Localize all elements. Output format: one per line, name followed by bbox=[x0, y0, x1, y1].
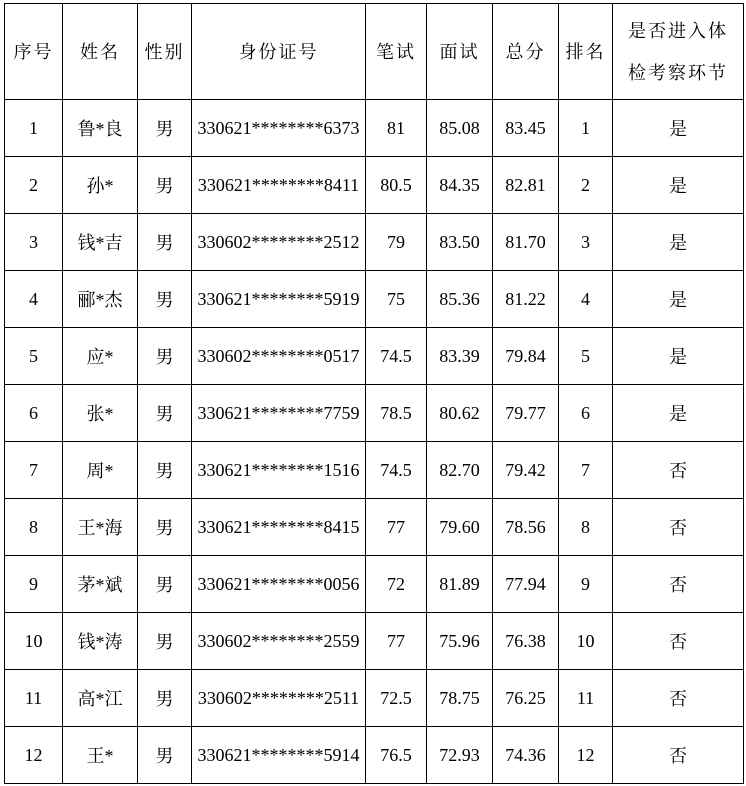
cell-written-score: 76.5 bbox=[366, 727, 427, 784]
cell-name: 高*江 bbox=[63, 670, 138, 727]
cell-index: 10 bbox=[5, 613, 63, 670]
cell-gender: 男 bbox=[138, 214, 192, 271]
cell-rank: 4 bbox=[559, 271, 613, 328]
cell-gender: 男 bbox=[138, 613, 192, 670]
header-written-score: 笔试 bbox=[366, 4, 427, 100]
cell-interview-score: 81.89 bbox=[427, 556, 493, 613]
cell-interview-score: 72.93 bbox=[427, 727, 493, 784]
cell-rank: 10 bbox=[559, 613, 613, 670]
cell-written-score: 79 bbox=[366, 214, 427, 271]
cell-interview-score: 85.36 bbox=[427, 271, 493, 328]
cell-total-score: 76.38 bbox=[493, 613, 559, 670]
cell-index: 1 bbox=[5, 100, 63, 157]
cell-enter-physical-exam: 否 bbox=[613, 499, 744, 556]
cell-name: 张* bbox=[63, 385, 138, 442]
cell-index: 12 bbox=[5, 727, 63, 784]
cell-name: 周* bbox=[63, 442, 138, 499]
cell-name: 郦*杰 bbox=[63, 271, 138, 328]
cell-name: 王*海 bbox=[63, 499, 138, 556]
cell-id-number: 330621********8411 bbox=[192, 157, 366, 214]
cell-interview-score: 79.60 bbox=[427, 499, 493, 556]
cell-index: 9 bbox=[5, 556, 63, 613]
table-row bbox=[5, 328, 744, 385]
table-row bbox=[5, 214, 744, 271]
cell-total-score: 79.84 bbox=[493, 328, 559, 385]
cell-gender: 男 bbox=[138, 499, 192, 556]
cell-total-score: 76.25 bbox=[493, 670, 559, 727]
cell-gender: 男 bbox=[138, 442, 192, 499]
cell-id-number: 330621********6373 bbox=[192, 100, 366, 157]
cell-interview-score: 83.50 bbox=[427, 214, 493, 271]
cell-written-score: 74.5 bbox=[366, 328, 427, 385]
header-rank: 排名 bbox=[559, 4, 613, 100]
cell-index: 4 bbox=[5, 271, 63, 328]
cell-name: 钱*涛 bbox=[63, 613, 138, 670]
cell-index: 6 bbox=[5, 385, 63, 442]
cell-enter-physical-exam: 是 bbox=[613, 385, 744, 442]
table-row bbox=[5, 442, 744, 499]
cell-id-number: 330602********0517 bbox=[192, 328, 366, 385]
cell-gender: 男 bbox=[138, 727, 192, 784]
header-name: 姓名 bbox=[63, 4, 138, 100]
cell-written-score: 74.5 bbox=[366, 442, 427, 499]
cell-interview-score: 78.75 bbox=[427, 670, 493, 727]
cell-written-score: 78.5 bbox=[366, 385, 427, 442]
cell-id-number: 330621********7759 bbox=[192, 385, 366, 442]
cell-gender: 男 bbox=[138, 271, 192, 328]
cell-interview-score: 83.39 bbox=[427, 328, 493, 385]
cell-id-number: 330621********8415 bbox=[192, 499, 366, 556]
cell-id-number: 330621********5919 bbox=[192, 271, 366, 328]
header-enter-physical-exam: 是否进入体检考察环节 bbox=[613, 4, 744, 100]
cell-rank: 1 bbox=[559, 100, 613, 157]
table-body bbox=[5, 100, 744, 784]
cell-name: 孙* bbox=[63, 157, 138, 214]
cell-name: 茅*斌 bbox=[63, 556, 138, 613]
cell-written-score: 75 bbox=[366, 271, 427, 328]
cell-id-number: 330621********1516 bbox=[192, 442, 366, 499]
table-row bbox=[5, 271, 744, 328]
cell-name: 鲁*良 bbox=[63, 100, 138, 157]
cell-enter-physical-exam: 否 bbox=[613, 442, 744, 499]
cell-enter-physical-exam: 否 bbox=[613, 670, 744, 727]
cell-name: 钱*吉 bbox=[63, 214, 138, 271]
cell-written-score: 81 bbox=[366, 100, 427, 157]
table-row bbox=[5, 100, 744, 157]
cell-enter-physical-exam: 否 bbox=[613, 613, 744, 670]
cell-index: 5 bbox=[5, 328, 63, 385]
cell-enter-physical-exam: 是 bbox=[613, 157, 744, 214]
cell-enter-physical-exam: 否 bbox=[613, 727, 744, 784]
cell-name: 王* bbox=[63, 727, 138, 784]
cell-total-score: 82.81 bbox=[493, 157, 559, 214]
table-row bbox=[5, 499, 744, 556]
table-row bbox=[5, 556, 744, 613]
cell-total-score: 79.42 bbox=[493, 442, 559, 499]
cell-id-number: 330602********2512 bbox=[192, 214, 366, 271]
table-row bbox=[5, 385, 744, 442]
cell-enter-physical-exam: 是 bbox=[613, 271, 744, 328]
cell-rank: 6 bbox=[559, 385, 613, 442]
cell-id-number: 330602********2559 bbox=[192, 613, 366, 670]
cell-index: 8 bbox=[5, 499, 63, 556]
cell-index: 2 bbox=[5, 157, 63, 214]
header-id-number: 身份证号 bbox=[192, 4, 366, 100]
table-row bbox=[5, 727, 744, 784]
cell-gender: 男 bbox=[138, 556, 192, 613]
cell-written-score: 72 bbox=[366, 556, 427, 613]
cell-total-score: 83.45 bbox=[493, 100, 559, 157]
cell-interview-score: 75.96 bbox=[427, 613, 493, 670]
cell-written-score: 77 bbox=[366, 499, 427, 556]
cell-interview-score: 82.70 bbox=[427, 442, 493, 499]
cell-total-score: 81.22 bbox=[493, 271, 559, 328]
cell-written-score: 72.5 bbox=[366, 670, 427, 727]
cell-gender: 男 bbox=[138, 157, 192, 214]
cell-total-score: 81.70 bbox=[493, 214, 559, 271]
cell-rank: 3 bbox=[559, 214, 613, 271]
cell-gender: 男 bbox=[138, 670, 192, 727]
cell-id-number: 330602********2511 bbox=[192, 670, 366, 727]
cell-gender: 男 bbox=[138, 100, 192, 157]
cell-index: 3 bbox=[5, 214, 63, 271]
cell-rank: 5 bbox=[559, 328, 613, 385]
cell-interview-score: 85.08 bbox=[427, 100, 493, 157]
cell-id-number: 330621********0056 bbox=[192, 556, 366, 613]
header-total-score: 总分 bbox=[493, 4, 559, 100]
cell-id-number: 330621********5914 bbox=[192, 727, 366, 784]
cell-interview-score: 80.62 bbox=[427, 385, 493, 442]
cell-enter-physical-exam: 是 bbox=[613, 328, 744, 385]
header-interview-score: 面试 bbox=[427, 4, 493, 100]
cell-rank: 7 bbox=[559, 442, 613, 499]
cell-written-score: 77 bbox=[366, 613, 427, 670]
cell-enter-physical-exam: 是 bbox=[613, 214, 744, 271]
cell-rank: 2 bbox=[559, 157, 613, 214]
cell-rank: 11 bbox=[559, 670, 613, 727]
cell-gender: 男 bbox=[138, 328, 192, 385]
cell-total-score: 79.77 bbox=[493, 385, 559, 442]
table-row bbox=[5, 613, 744, 670]
cell-rank: 12 bbox=[559, 727, 613, 784]
header-index: 序号 bbox=[5, 4, 63, 100]
cell-total-score: 77.94 bbox=[493, 556, 559, 613]
cell-rank: 9 bbox=[559, 556, 613, 613]
cell-written-score: 80.5 bbox=[366, 157, 427, 214]
cell-interview-score: 84.35 bbox=[427, 157, 493, 214]
cell-index: 7 bbox=[5, 442, 63, 499]
table-row bbox=[5, 157, 744, 214]
cell-index: 11 bbox=[5, 670, 63, 727]
cell-total-score: 74.36 bbox=[493, 727, 559, 784]
exam-results-table bbox=[4, 3, 744, 784]
cell-gender: 男 bbox=[138, 385, 192, 442]
table-row bbox=[5, 670, 744, 727]
header-gender: 性别 bbox=[138, 4, 192, 100]
cell-total-score: 78.56 bbox=[493, 499, 559, 556]
cell-name: 应* bbox=[63, 328, 138, 385]
cell-enter-physical-exam: 否 bbox=[613, 556, 744, 613]
header-row bbox=[5, 4, 744, 100]
cell-enter-physical-exam: 是 bbox=[613, 100, 744, 157]
cell-rank: 8 bbox=[559, 499, 613, 556]
